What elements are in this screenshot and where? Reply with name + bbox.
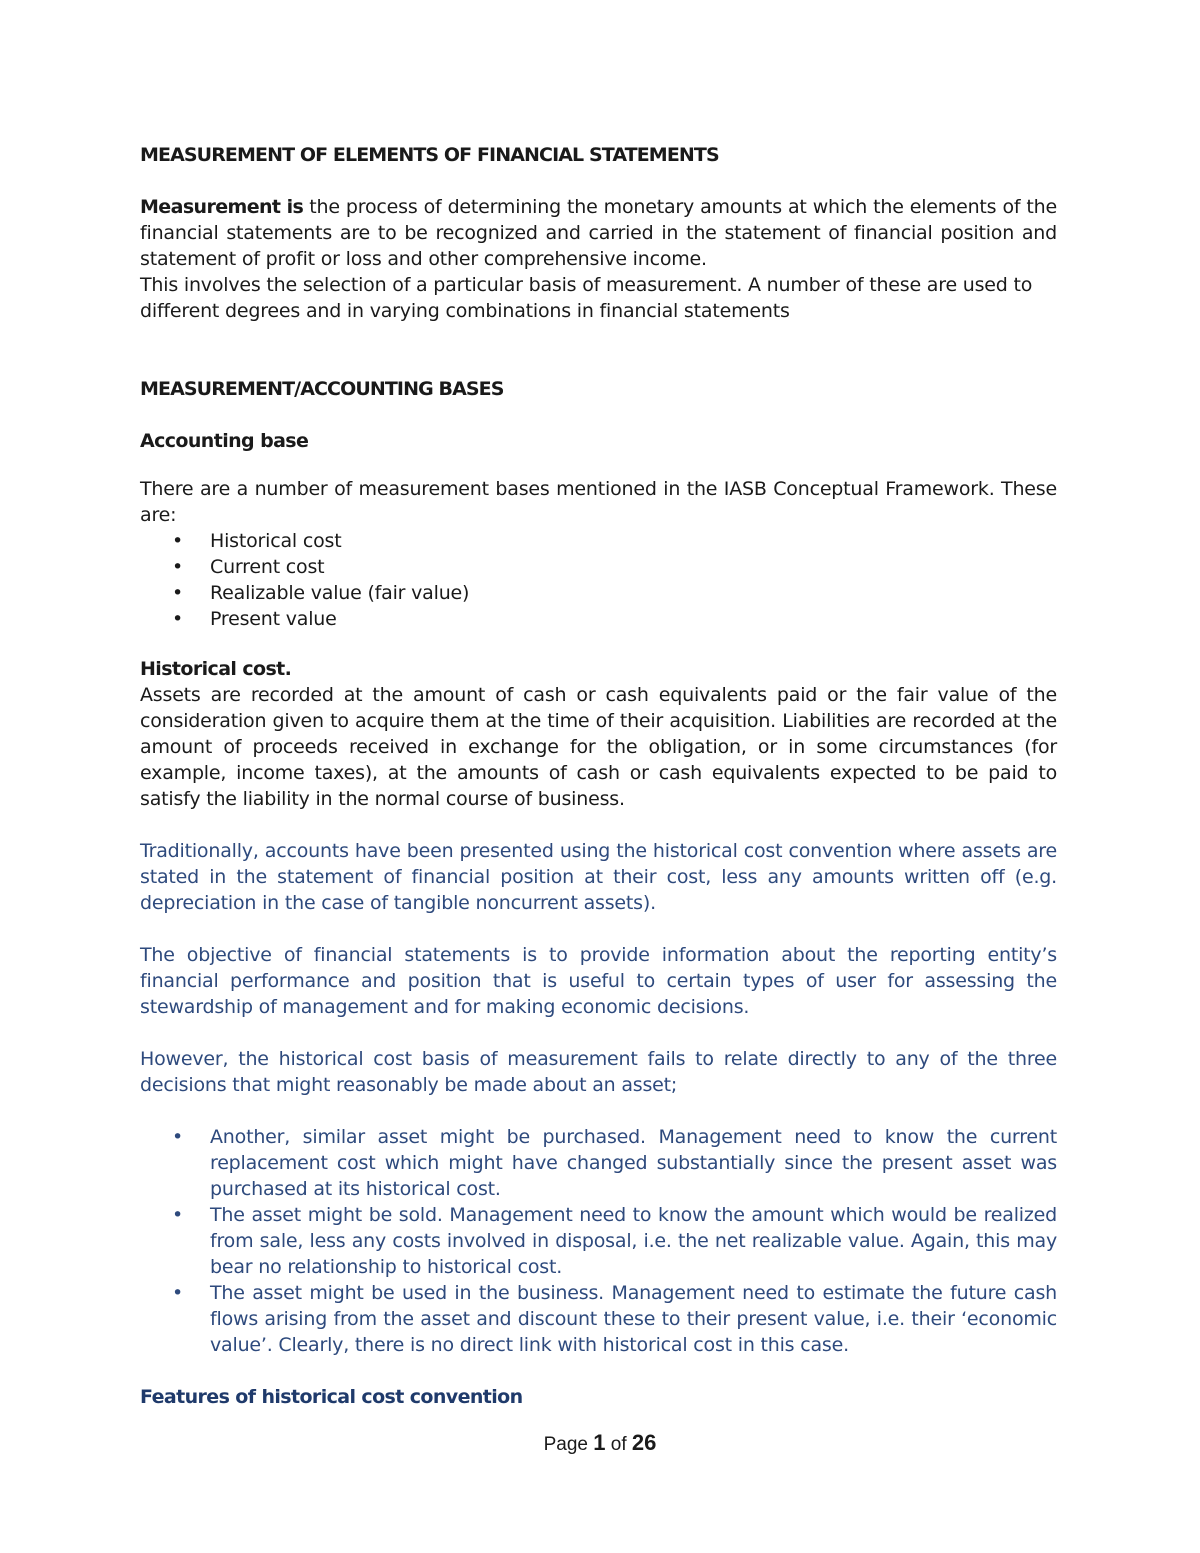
- intro-lead: Measurement is: [140, 196, 304, 218]
- list-item: • Present value: [140, 606, 1057, 632]
- list-item: • Current cost: [140, 554, 1057, 580]
- section-subtitle-accounting-base: Accounting base: [140, 430, 309, 452]
- intro-paragraph: [140, 194, 1057, 272]
- list-item: • Historical cost: [140, 528, 1057, 554]
- document-title: MEASUREMENT OF ELEMENTS OF FINANCIAL STATEMENTS: [140, 144, 719, 166]
- page-footer: [0, 1430, 1200, 1456]
- list-item: • The asset might be used in the business. Management need to estimate the future cash flows arising from the asset and discount these to their present value, i.e. their ‘economic value’. Clearly, there is no direct link with historical cost in this case.: [140, 1280, 1057, 1358]
- footer-total-pages: 26: [631, 1430, 657, 1455]
- historical-cost-definition: Assets are recorded at the amount of cash or cash equivalents paid or the fair value of the consideration given to acquire them at the time of their acquisition. Liabilities are recorded at the amount of proceeds received in exchange for the obligation, or in some circumstances (for example, income taxes), at the amounts of cash or cash equivalents expected to be paid to satisfy the liability in the normal course of business.: [140, 684, 1057, 810]
- features-title: Features of historical cost convention: [140, 1386, 523, 1408]
- intro-second: This involves the selection of a particular basis of measurement. A number of these are used to different degrees and in varying combinations in financial statements: [140, 274, 1033, 322]
- footer-current-page: 1: [593, 1430, 606, 1455]
- intro-rest: the process of determining the monetary amounts at which the elements of the financial statements are to be recognized and carried in the statement of financial position and statement of profit or loss and other comprehensive income.: [140, 196, 1057, 270]
- document-body: [140, 140, 1057, 1410]
- list-item: • Realizable value (fair value): [140, 580, 1057, 606]
- list-item: • The asset might be sold. Management need to know the amount which would be realized from sale, less any costs involved in disposal, i.e. the net realizable value. Again, this may bear no relationship to historical cost.: [140, 1202, 1057, 1280]
- historical-para-1: Traditionally, accounts have been presented using the historical cost convention where assets are stated in the statement of financial position at their cost, less any amounts written off (e.g. depreciation in the case of tangible noncurrent assets).: [140, 840, 1057, 914]
- historical-para-2: The objective of financial statements is to provide information about the reporting entity’s financial performance and position that is useful to certain types of user for assessing the stewardship of management and for making economic decisions.: [140, 944, 1057, 1018]
- bases-intro: There are a number of measurement bases mentioned in the IASB Conceptual Framework. These are:: [140, 478, 1057, 526]
- decisions-list: [140, 1124, 1057, 1358]
- bases-list: [140, 528, 1057, 632]
- footer-page-word: Page: [543, 1434, 588, 1455]
- footer-of-word: of: [610, 1434, 627, 1455]
- historical-para-3: However, the historical cost basis of measurement fails to relate directly to any of the three decisions that might reasonably be made about an asset;: [140, 1048, 1057, 1096]
- list-item: • Another, similar asset might be purchased. Management need to know the current replacement cost which might have changed substantially since the present asset was purchased at its historical cost.: [140, 1124, 1057, 1202]
- historical-cost-title: Historical cost.: [140, 658, 292, 680]
- section-title-bases: MEASUREMENT/ACCOUNTING BASES: [140, 378, 504, 400]
